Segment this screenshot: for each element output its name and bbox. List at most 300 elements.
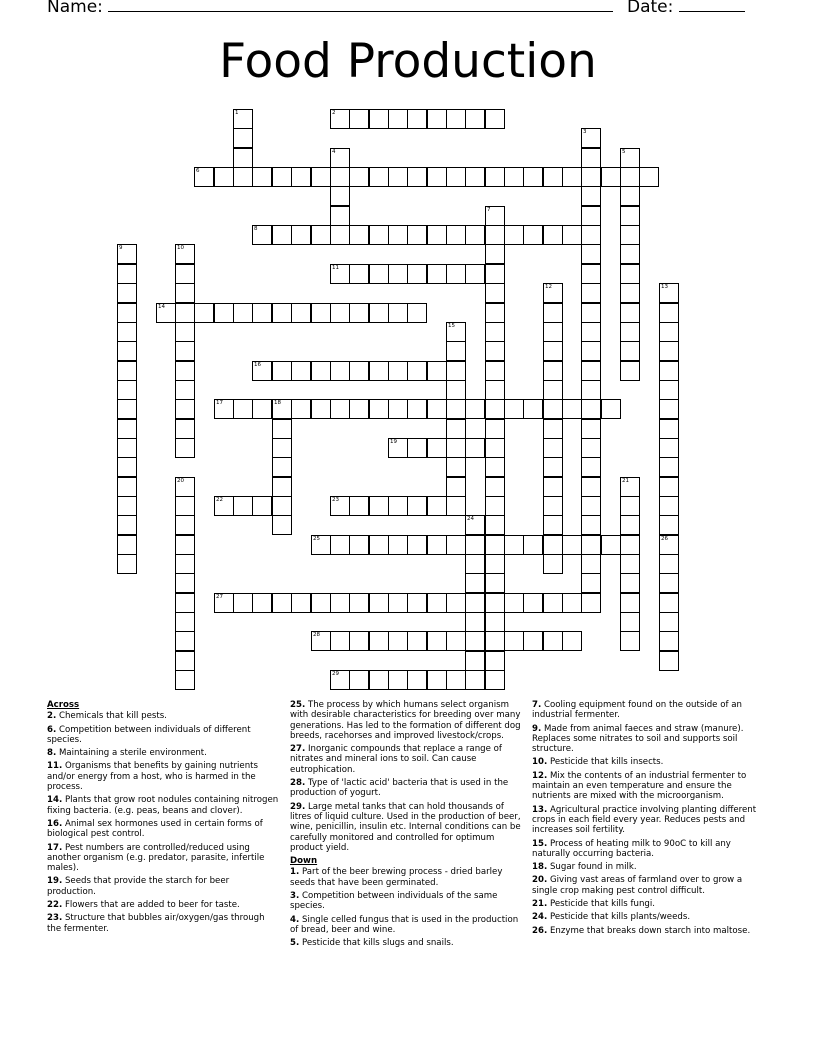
grid-cell[interactable] <box>349 631 369 651</box>
grid-cell[interactable] <box>543 303 563 323</box>
grid-cell[interactable] <box>446 477 466 497</box>
grid-cell[interactable] <box>233 496 253 516</box>
grid-cell[interactable] <box>175 535 195 555</box>
grid-cell[interactable] <box>446 399 466 419</box>
grid-cell[interactable] <box>485 573 505 593</box>
grid-cell[interactable] <box>446 438 466 458</box>
grid-cell[interactable] <box>620 477 640 497</box>
grid-cell[interactable] <box>117 264 137 284</box>
grid-cell[interactable] <box>485 283 505 303</box>
grid-cell[interactable] <box>446 361 466 381</box>
grid-cell[interactable] <box>465 612 485 632</box>
grid-cell[interactable] <box>620 264 640 284</box>
grid-cell[interactable] <box>252 167 272 187</box>
grid-cell[interactable] <box>427 109 447 129</box>
grid-cell[interactable] <box>465 593 485 613</box>
grid-cell[interactable] <box>562 399 582 419</box>
grid-cell[interactable] <box>523 225 543 245</box>
grid-cell[interactable] <box>407 535 427 555</box>
grid-cell[interactable] <box>330 167 350 187</box>
grid-cell[interactable] <box>291 593 311 613</box>
grid-cell[interactable] <box>175 438 195 458</box>
grid-cell[interactable] <box>639 167 659 187</box>
grid-cell[interactable] <box>620 631 640 651</box>
grid-cell[interactable] <box>659 283 679 303</box>
grid-cell[interactable] <box>465 670 485 690</box>
date-line[interactable] <box>679 0 745 12</box>
grid-cell[interactable] <box>485 303 505 323</box>
grid-cell[interactable] <box>543 554 563 574</box>
grid-cell[interactable] <box>485 612 505 632</box>
grid-cell[interactable] <box>427 496 447 516</box>
grid-cell[interactable] <box>446 593 466 613</box>
grid-cell[interactable] <box>369 303 389 323</box>
grid-cell[interactable] <box>543 283 563 303</box>
grid-cell[interactable] <box>117 554 137 574</box>
grid-cell[interactable] <box>620 515 640 535</box>
grid-cell[interactable] <box>523 593 543 613</box>
grid-cell[interactable] <box>252 361 272 381</box>
grid-cell[interactable] <box>485 438 505 458</box>
grid-cell[interactable] <box>175 554 195 574</box>
grid-cell[interactable] <box>581 419 601 439</box>
grid-cell[interactable] <box>175 593 195 613</box>
grid-cell[interactable] <box>485 670 505 690</box>
grid-cell[interactable] <box>349 496 369 516</box>
grid-cell[interactable] <box>175 399 195 419</box>
grid-cell[interactable] <box>659 554 679 574</box>
grid-cell[interactable] <box>194 303 214 323</box>
grid-cell[interactable] <box>272 399 292 419</box>
grid-cell[interactable] <box>659 322 679 342</box>
grid-cell[interactable] <box>620 283 640 303</box>
grid-cell[interactable] <box>620 535 640 555</box>
grid-cell[interactable] <box>330 148 350 168</box>
grid-cell[interactable] <box>427 264 447 284</box>
grid-cell[interactable] <box>175 612 195 632</box>
grid-cell[interactable] <box>659 651 679 671</box>
grid-cell[interactable] <box>504 225 524 245</box>
grid-cell[interactable] <box>330 631 350 651</box>
grid-cell[interactable] <box>233 148 253 168</box>
grid-cell[interactable] <box>311 399 331 419</box>
grid-cell[interactable] <box>581 206 601 226</box>
name-line[interactable] <box>108 0 613 12</box>
grid-cell[interactable] <box>349 535 369 555</box>
grid-cell[interactable] <box>330 361 350 381</box>
grid-cell[interactable] <box>369 399 389 419</box>
grid-cell[interactable] <box>175 361 195 381</box>
grid-cell[interactable] <box>311 361 331 381</box>
grid-cell[interactable] <box>601 535 621 555</box>
grid-cell[interactable] <box>659 515 679 535</box>
grid-cell[interactable] <box>272 515 292 535</box>
grid-cell[interactable] <box>117 477 137 497</box>
grid-cell[interactable] <box>465 399 485 419</box>
name-field[interactable] <box>47 0 613 17</box>
grid-cell[interactable] <box>349 593 369 613</box>
grid-cell[interactable] <box>214 496 234 516</box>
grid-cell[interactable] <box>465 167 485 187</box>
grid-cell[interactable] <box>543 457 563 477</box>
grid-cell[interactable] <box>427 631 447 651</box>
grid-cell[interactable] <box>330 670 350 690</box>
grid-cell[interactable] <box>465 438 485 458</box>
grid-cell[interactable] <box>214 167 234 187</box>
grid-cell[interactable] <box>465 651 485 671</box>
grid-cell[interactable] <box>543 477 563 497</box>
grid-cell[interactable] <box>581 554 601 574</box>
grid-cell[interactable] <box>388 593 408 613</box>
grid-cell[interactable] <box>427 225 447 245</box>
grid-cell[interactable] <box>252 496 272 516</box>
grid-cell[interactable] <box>485 361 505 381</box>
grid-cell[interactable] <box>504 593 524 613</box>
grid-cell[interactable] <box>581 341 601 361</box>
grid-cell[interactable] <box>175 341 195 361</box>
grid-cell[interactable] <box>272 457 292 477</box>
grid-cell[interactable] <box>407 496 427 516</box>
grid-cell[interactable] <box>446 167 466 187</box>
grid-cell[interactable] <box>543 380 563 400</box>
grid-cell[interactable] <box>214 399 234 419</box>
grid-cell[interactable] <box>407 109 427 129</box>
grid-cell[interactable] <box>543 438 563 458</box>
grid-cell[interactable] <box>349 225 369 245</box>
grid-cell[interactable] <box>407 438 427 458</box>
grid-cell[interactable] <box>252 399 272 419</box>
grid-cell[interactable] <box>272 303 292 323</box>
grid-cell[interactable] <box>369 361 389 381</box>
grid-cell[interactable] <box>659 477 679 497</box>
grid-cell[interactable] <box>233 109 253 129</box>
grid-cell[interactable] <box>330 399 350 419</box>
grid-cell[interactable] <box>485 341 505 361</box>
grid-cell[interactable] <box>369 225 389 245</box>
grid-cell[interactable] <box>369 535 389 555</box>
grid-cell[interactable] <box>485 651 505 671</box>
grid-cell[interactable] <box>485 322 505 342</box>
grid-cell[interactable] <box>562 225 582 245</box>
grid-cell[interactable] <box>272 593 292 613</box>
grid-cell[interactable] <box>311 593 331 613</box>
grid-cell[interactable] <box>659 303 679 323</box>
grid-cell[interactable] <box>388 631 408 651</box>
grid-cell[interactable] <box>581 167 601 187</box>
grid-cell[interactable] <box>562 167 582 187</box>
grid-cell[interactable] <box>581 244 601 264</box>
grid-cell[interactable] <box>330 206 350 226</box>
grid-cell[interactable] <box>117 438 137 458</box>
grid-cell[interactable] <box>349 167 369 187</box>
grid-cell[interactable] <box>233 303 253 323</box>
grid-cell[interactable] <box>117 303 137 323</box>
grid-cell[interactable] <box>543 167 563 187</box>
grid-cell[interactable] <box>117 341 137 361</box>
grid-cell[interactable] <box>349 361 369 381</box>
grid-cell[interactable] <box>465 535 485 555</box>
grid-cell[interactable] <box>311 225 331 245</box>
grid-cell[interactable] <box>485 167 505 187</box>
grid-cell[interactable] <box>233 167 253 187</box>
grid-cell[interactable] <box>659 419 679 439</box>
grid-cell[interactable] <box>543 535 563 555</box>
grid-cell[interactable] <box>504 399 524 419</box>
grid-cell[interactable] <box>175 670 195 690</box>
grid-cell[interactable] <box>620 496 640 516</box>
grid-cell[interactable] <box>369 167 389 187</box>
grid-cell[interactable] <box>485 419 505 439</box>
grid-cell[interactable] <box>156 303 176 323</box>
grid-cell[interactable] <box>291 167 311 187</box>
grid-cell[interactable] <box>581 593 601 613</box>
grid-cell[interactable] <box>523 631 543 651</box>
grid-cell[interactable] <box>659 573 679 593</box>
grid-cell[interactable] <box>427 361 447 381</box>
grid-cell[interactable] <box>272 438 292 458</box>
grid-cell[interactable] <box>291 399 311 419</box>
grid-cell[interactable] <box>407 631 427 651</box>
grid-cell[interactable] <box>485 457 505 477</box>
grid-cell[interactable] <box>330 225 350 245</box>
grid-cell[interactable] <box>117 419 137 439</box>
grid-cell[interactable] <box>388 496 408 516</box>
grid-cell[interactable] <box>659 535 679 555</box>
grid-cell[interactable] <box>659 380 679 400</box>
grid-cell[interactable] <box>581 322 601 342</box>
grid-cell[interactable] <box>117 380 137 400</box>
grid-cell[interactable] <box>291 361 311 381</box>
grid-cell[interactable] <box>407 593 427 613</box>
grid-cell[interactable] <box>175 573 195 593</box>
grid-cell[interactable] <box>485 593 505 613</box>
grid-cell[interactable] <box>446 380 466 400</box>
grid-cell[interactable] <box>465 631 485 651</box>
grid-cell[interactable] <box>620 361 640 381</box>
grid-cell[interactable] <box>620 593 640 613</box>
grid-cell[interactable] <box>233 399 253 419</box>
grid-cell[interactable] <box>485 496 505 516</box>
grid-cell[interactable] <box>175 419 195 439</box>
grid-cell[interactable] <box>349 303 369 323</box>
grid-cell[interactable] <box>446 341 466 361</box>
grid-cell[interactable] <box>117 515 137 535</box>
grid-cell[interactable] <box>214 593 234 613</box>
grid-cell[interactable] <box>581 361 601 381</box>
grid-cell[interactable] <box>581 477 601 497</box>
grid-cell[interactable] <box>349 399 369 419</box>
grid-cell[interactable] <box>175 264 195 284</box>
grid-cell[interactable] <box>465 554 485 574</box>
grid-cell[interactable] <box>543 496 563 516</box>
grid-cell[interactable] <box>446 535 466 555</box>
grid-cell[interactable] <box>485 225 505 245</box>
grid-cell[interactable] <box>446 264 466 284</box>
grid-cell[interactable] <box>504 167 524 187</box>
grid-cell[interactable] <box>543 225 563 245</box>
grid-cell[interactable] <box>620 341 640 361</box>
grid-cell[interactable] <box>446 225 466 245</box>
grid-cell[interactable] <box>543 361 563 381</box>
grid-cell[interactable] <box>349 264 369 284</box>
grid-cell[interactable] <box>175 283 195 303</box>
grid-cell[interactable] <box>311 167 331 187</box>
grid-cell[interactable] <box>117 535 137 555</box>
grid-cell[interactable] <box>175 322 195 342</box>
grid-cell[interactable] <box>117 399 137 419</box>
grid-cell[interactable] <box>659 631 679 651</box>
grid-cell[interactable] <box>446 496 466 516</box>
grid-cell[interactable] <box>465 515 485 535</box>
grid-cell[interactable] <box>562 631 582 651</box>
grid-cell[interactable] <box>272 477 292 497</box>
grid-cell[interactable] <box>543 419 563 439</box>
grid-cell[interactable] <box>620 225 640 245</box>
grid-cell[interactable] <box>620 573 640 593</box>
grid-cell[interactable] <box>562 535 582 555</box>
grid-cell[interactable] <box>407 225 427 245</box>
grid-cell[interactable] <box>272 167 292 187</box>
grid-cell[interactable] <box>504 631 524 651</box>
grid-cell[interactable] <box>388 361 408 381</box>
grid-cell[interactable] <box>330 593 350 613</box>
grid-cell[interactable] <box>485 206 505 226</box>
grid-cell[interactable] <box>117 457 137 477</box>
grid-cell[interactable] <box>117 322 137 342</box>
grid-cell[interactable] <box>620 244 640 264</box>
grid-cell[interactable] <box>601 167 621 187</box>
grid-cell[interactable] <box>485 515 505 535</box>
grid-cell[interactable] <box>465 573 485 593</box>
grid-cell[interactable] <box>581 303 601 323</box>
grid-cell[interactable] <box>581 515 601 535</box>
grid-cell[interactable] <box>330 264 350 284</box>
grid-cell[interactable] <box>485 264 505 284</box>
grid-cell[interactable] <box>233 593 253 613</box>
grid-cell[interactable] <box>543 593 563 613</box>
grid-cell[interactable] <box>311 535 331 555</box>
grid-cell[interactable] <box>427 535 447 555</box>
grid-cell[interactable] <box>407 167 427 187</box>
grid-cell[interactable] <box>117 361 137 381</box>
grid-cell[interactable] <box>446 457 466 477</box>
grid-cell[interactable] <box>407 399 427 419</box>
grid-cell[interactable] <box>272 419 292 439</box>
grid-cell[interactable] <box>485 631 505 651</box>
grid-cell[interactable] <box>543 631 563 651</box>
grid-cell[interactable] <box>581 283 601 303</box>
grid-cell[interactable] <box>620 167 640 187</box>
grid-cell[interactable] <box>233 128 253 148</box>
grid-cell[interactable] <box>194 167 214 187</box>
grid-cell[interactable] <box>388 167 408 187</box>
grid-cell[interactable] <box>581 438 601 458</box>
grid-cell[interactable] <box>330 186 350 206</box>
grid-cell[interactable] <box>543 322 563 342</box>
grid-cell[interactable] <box>388 670 408 690</box>
grid-cell[interactable] <box>117 244 137 264</box>
grid-cell[interactable] <box>427 593 447 613</box>
grid-cell[interactable] <box>659 457 679 477</box>
grid-cell[interactable] <box>330 496 350 516</box>
grid-cell[interactable] <box>581 148 601 168</box>
grid-cell[interactable] <box>252 593 272 613</box>
grid-cell[interactable] <box>659 593 679 613</box>
grid-cell[interactable] <box>175 631 195 651</box>
grid-cell[interactable] <box>485 244 505 264</box>
grid-cell[interactable] <box>659 361 679 381</box>
grid-cell[interactable] <box>620 186 640 206</box>
grid-cell[interactable] <box>272 361 292 381</box>
grid-cell[interactable] <box>117 283 137 303</box>
grid-cell[interactable] <box>620 206 640 226</box>
grid-cell[interactable] <box>175 477 195 497</box>
grid-cell[interactable] <box>581 457 601 477</box>
grid-cell[interactable] <box>311 631 331 651</box>
grid-cell[interactable] <box>446 322 466 342</box>
grid-cell[interactable] <box>581 186 601 206</box>
grid-cell[interactable] <box>407 670 427 690</box>
grid-cell[interactable] <box>252 303 272 323</box>
grid-cell[interactable] <box>581 399 601 419</box>
grid-cell[interactable] <box>465 264 485 284</box>
grid-cell[interactable] <box>659 438 679 458</box>
grid-cell[interactable] <box>446 631 466 651</box>
grid-cell[interactable] <box>388 303 408 323</box>
grid-cell[interactable] <box>581 535 601 555</box>
grid-cell[interactable] <box>465 109 485 129</box>
grid-cell[interactable] <box>620 148 640 168</box>
grid-cell[interactable] <box>427 438 447 458</box>
grid-cell[interactable] <box>543 515 563 535</box>
grid-cell[interactable] <box>523 535 543 555</box>
grid-cell[interactable] <box>311 303 331 323</box>
grid-cell[interactable] <box>485 109 505 129</box>
grid-cell[interactable] <box>407 264 427 284</box>
grid-cell[interactable] <box>465 225 485 245</box>
grid-cell[interactable] <box>659 612 679 632</box>
grid-cell[interactable] <box>388 438 408 458</box>
grid-cell[interactable] <box>485 535 505 555</box>
grid-cell[interactable] <box>581 380 601 400</box>
grid-cell[interactable] <box>543 399 563 419</box>
grid-cell[interactable] <box>175 244 195 264</box>
grid-cell[interactable] <box>407 361 427 381</box>
grid-cell[interactable] <box>388 109 408 129</box>
grid-cell[interactable] <box>659 496 679 516</box>
grid-cell[interactable] <box>214 303 234 323</box>
grid-cell[interactable] <box>620 322 640 342</box>
grid-cell[interactable] <box>117 496 137 516</box>
grid-cell[interactable] <box>272 496 292 516</box>
grid-cell[interactable] <box>369 496 389 516</box>
grid-cell[interactable] <box>581 264 601 284</box>
grid-cell[interactable] <box>349 109 369 129</box>
grid-cell[interactable] <box>485 477 505 497</box>
grid-cell[interactable] <box>485 399 505 419</box>
grid-cell[interactable] <box>485 380 505 400</box>
grid-cell[interactable] <box>330 109 350 129</box>
grid-cell[interactable] <box>543 341 563 361</box>
grid-cell[interactable] <box>659 399 679 419</box>
grid-cell[interactable] <box>369 593 389 613</box>
grid-cell[interactable] <box>485 554 505 574</box>
grid-cell[interactable] <box>291 303 311 323</box>
grid-cell[interactable] <box>581 496 601 516</box>
grid-cell[interactable] <box>330 535 350 555</box>
grid-cell[interactable] <box>388 535 408 555</box>
grid-cell[interactable] <box>620 612 640 632</box>
